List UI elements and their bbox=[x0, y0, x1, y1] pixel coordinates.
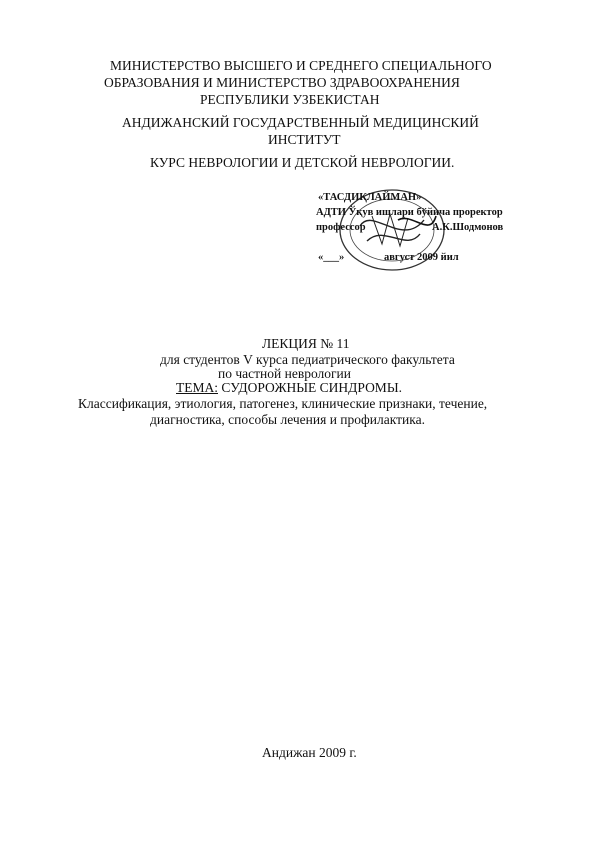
ministry-line-1: МИНИСТЕРСТВО ВЫСШЕГО И СРЕДНЕГО СПЕЦИАЛЬНОГО bbox=[110, 58, 492, 73]
institute-line-2: ИНСТИТУТ bbox=[268, 132, 341, 147]
approval-date: август 2009 йил bbox=[384, 252, 459, 263]
ministry-line-3: РЕСПУБЛИКИ УЗБЕКИСТАН bbox=[200, 92, 380, 107]
topic-label: ТЕМА: bbox=[176, 380, 218, 395]
approval-title: «ТАСДИҚЛАЙМАН» bbox=[318, 192, 422, 203]
institute-line-1: АНДИЖАНСКИЙ ГОСУДАРСТВЕННЫЙ МЕДИЦИНСКИЙ bbox=[122, 115, 479, 130]
approval-stamp bbox=[312, 186, 552, 276]
lecture-topic bbox=[176, 380, 402, 396]
approval-date-day: «___» bbox=[318, 252, 345, 263]
place-year: Андижан 2009 г. bbox=[262, 745, 357, 760]
approval-rank: профессор bbox=[316, 222, 366, 233]
lecture-audience: для студентов V курса педиатрического факультета bbox=[160, 352, 455, 367]
approval-position: АДТИ Ўқув ишлари бўйича проректор bbox=[316, 207, 503, 218]
ministry-line-2: ОБРАЗОВАНИЯ И МИНИСТЕРСТВО ЗДРАВООХРАНЕНИЯ bbox=[104, 75, 460, 90]
approval-signer: А.К.Шодмонов bbox=[432, 222, 504, 233]
course-title: КУРС НЕВРОЛОГИИ И ДЕТСКОЙ НЕВРОЛОГИИ. bbox=[150, 155, 455, 170]
lecture-subject: по частной неврологии bbox=[218, 366, 351, 381]
lecture-description-2: диагностика, способы лечения и профилактика. bbox=[150, 412, 425, 427]
lecture-description-1: Классификация, этиология, патогенез, клинические признаки, течение, bbox=[78, 396, 488, 411]
topic-title: СУДОРОЖНЫЕ СИНДРОМЫ. bbox=[218, 380, 402, 395]
lecture-number: ЛЕКЦИЯ № 11 bbox=[262, 336, 350, 351]
